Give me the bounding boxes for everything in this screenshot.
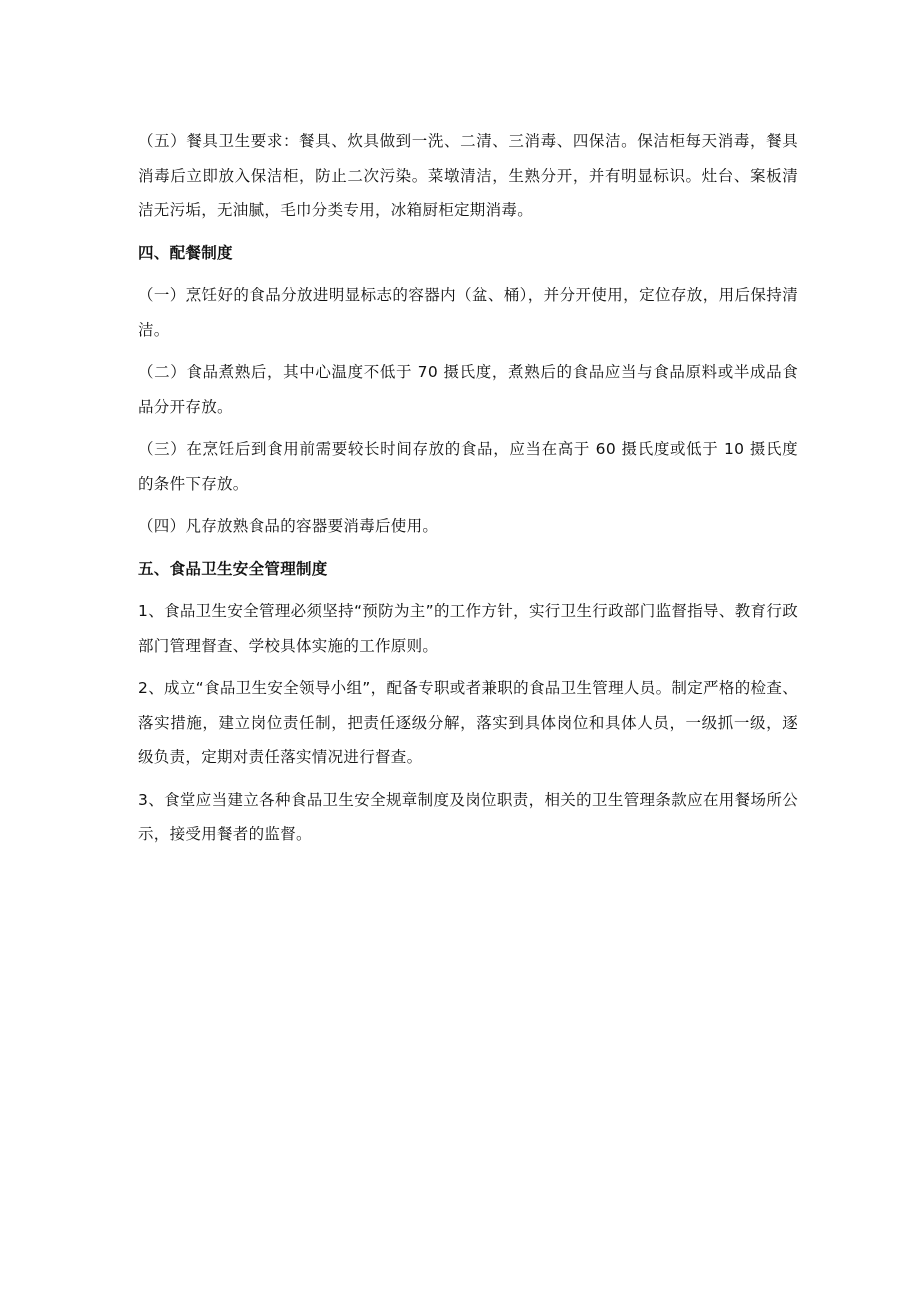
paragraph-meal-2: （二）食品煮熟后，其中心温度不低于 70 摄氏度，煮熟后的食品应当与食品原料或半成品食品分开存放。 (138, 363, 798, 416)
paragraph-tableware-hygiene: （五）餐具卫生要求：餐具、炊具做到一洗、二清、三消毒、四保洁。保洁柜每天消毒，餐具消毒后立即放入保洁柜，防止二次污染。菜墩清洁，生熟分开，并有明显标识。灶台、案板清洁无污垢，无油腻，毛巾分类专用，冰箱厨柜定期消毒。 (138, 132, 798, 219)
section-heading-food-safety: 五、食品卫生安全管理制度 (138, 559, 328, 578)
paragraph-meal-1: （一）烹饪好的食品分放进明显标志的容器内（盆、桶），并分开使用，定位存放，用后保持清洁。 (138, 286, 798, 339)
paragraph-meal-3: （三）在烹饪后到食用前需要较长时间存放的食品，应当在高于 60 摄氏度或低于 10 摄氏度的条件下存放。 (138, 440, 798, 493)
section-heading-meal-distribution: 四、配餐制度 (138, 243, 233, 262)
paragraph-meal-4: （四）凡存放熟食品的容器要消毒后使用。 (138, 517, 439, 535)
paragraph-safety-2: 2、成立“食品卫生安全领导小组”，配备专职或者兼职的食品卫生管理人员。制定严格的检查、落实措施，建立岗位责任制，把责任逐级分解，落实到具体岗位和具体人员，一级抓一级，逐级负责，定期对责任落实情况进行督查。 (138, 679, 798, 766)
paragraph-safety-1: 1、食品卫生安全管理必须坚持“预防为主”的工作方针，实行卫生行政部门监督指导、教育行政部门管理督查、学校具体实施的工作原则。 (138, 602, 798, 655)
document-body (138, 124, 798, 860)
paragraph-safety-3: 3、食堂应当建立各种食品卫生安全规章制度及岗位职责，相关的卫生管理条款应在用餐场所公示，接受用餐者的监督。 (138, 790, 798, 843)
